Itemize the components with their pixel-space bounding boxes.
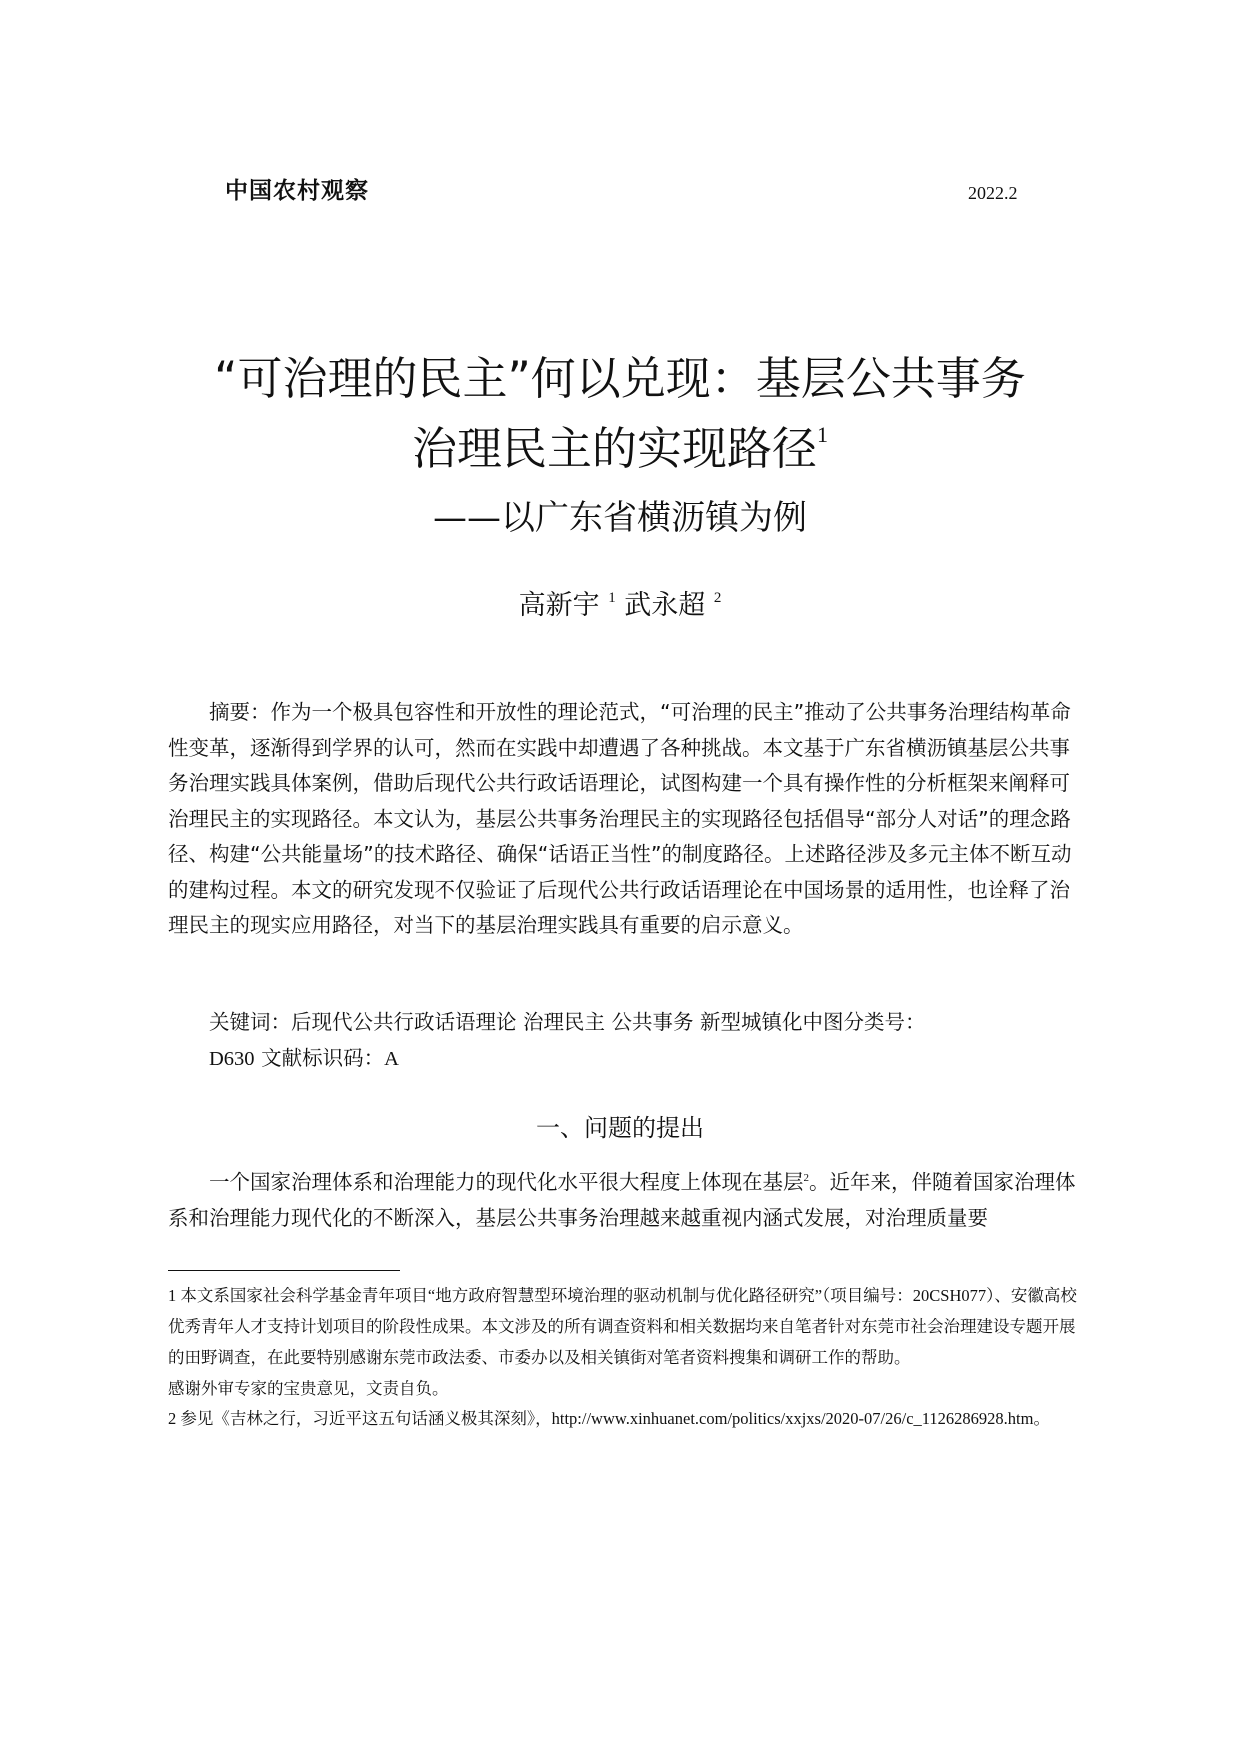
footnote-2: 2 参见《吉林之行，习近平这五句话涵义极其深刻》，http://www.xinhuanet.com/politics/xxjxs/2020-07/26/c_1126286928.htm。 <box>168 1409 1050 1428</box>
author-affiliation: 2 <box>713 590 722 606</box>
body-paragraph <box>168 1160 1086 1236</box>
subtitle: ——以广东省横沥镇为例 <box>433 498 807 538</box>
author-name: 武永超 <box>624 590 706 621</box>
doc-code-label: 文献标识码： <box>254 1046 385 1070</box>
author-affiliation: 1 <box>608 590 616 606</box>
title-line-1: “可治理的民主”何以兑现：基层公共事务 <box>214 352 1026 405</box>
body-footnote-marker: 2 <box>803 1172 809 1184</box>
body-text <box>168 1160 1086 1236</box>
section-heading: 一、问题的提出 <box>536 1114 704 1142</box>
title-footnote-marker: 1 <box>817 422 828 447</box>
abstract-text: 摘要：作为一个极具包容性和开放性的理论范式，“可治理的民主”推动了公共事务治理结构革命性变革，逐渐得到学界的认可，然而在实践中却遭遇了各种挑战。本文基于广东省横沥镇基层公共事务治理实践具体案例，借助后现代公共行政话语理论，试图构建一个具有操作性的分析框架来阐释可治理民主的实现路径。本文认为，基层公共事务治理民主的实现路径包括倡导“部分人对话”的理念路径、构建“公共能量场”的技术路径、确保“话语正当性”的制度路径。上述路径涉及多元主体不断互动的建构过程。本文的研究发现不仅验证了后现代公共行政话语理论在中国场景的适用性，也诠释了治理民主的现实应用路径，对当下的基层治理实践具有重要的启示意义。 <box>168 700 1072 937</box>
title-line-2-text: 治理民主的实现路径 <box>411 422 817 475</box>
footnote-divider <box>168 1270 400 1271</box>
author-list <box>120 583 1120 622</box>
footnote-1: 1 本文系国家社会科学基金青年项目“地方政府智慧型环境治理的驱动机制与优化路径研究”（项目编号：20CSH077）、安徽高校优秀青年人才支持计划项目的阶段性成果。本文涉及的所有调查资料和相关数据均来自笔者针对东莞市社会治理建设专题开展的田野调查，在此要特别感谢东莞市政法委、市委办以及相关镇街对笔者资料搜集和调研工作的帮助。 <box>168 1286 1077 1367</box>
issue-number: 2022.2 <box>968 183 1018 203</box>
keywords <box>209 1004 1089 1077</box>
clc-code: D630 <box>209 1048 255 1070</box>
footnotes <box>168 1280 1086 1431</box>
title-line-2 <box>120 412 1120 477</box>
footnote-1-ack: 感谢外审专家的宝贵意见，文责自负。 <box>168 1379 449 1398</box>
abstract <box>168 695 1086 944</box>
classification-line <box>209 1040 1089 1077</box>
keywords-line: 关键词：后现代公共行政话语理论 治理民主 公共事务 新型城镇化中图分类号： <box>209 1010 926 1034</box>
body-text-part-2: 。近年来，伴随着国家治理体系和治理能力现代化的不断深入，基层公共事务治理越来越重视内涵式发展，对治理质量要 <box>168 1170 1076 1230</box>
journal-name: 中国农村观察 <box>225 178 369 204</box>
body-text-part-1: 一个国家治理体系和治理能力的现代化水平很大程度上体现在基层 <box>209 1170 804 1194</box>
author-name: 高新宇 <box>518 590 600 621</box>
doc-code: A <box>384 1048 399 1070</box>
